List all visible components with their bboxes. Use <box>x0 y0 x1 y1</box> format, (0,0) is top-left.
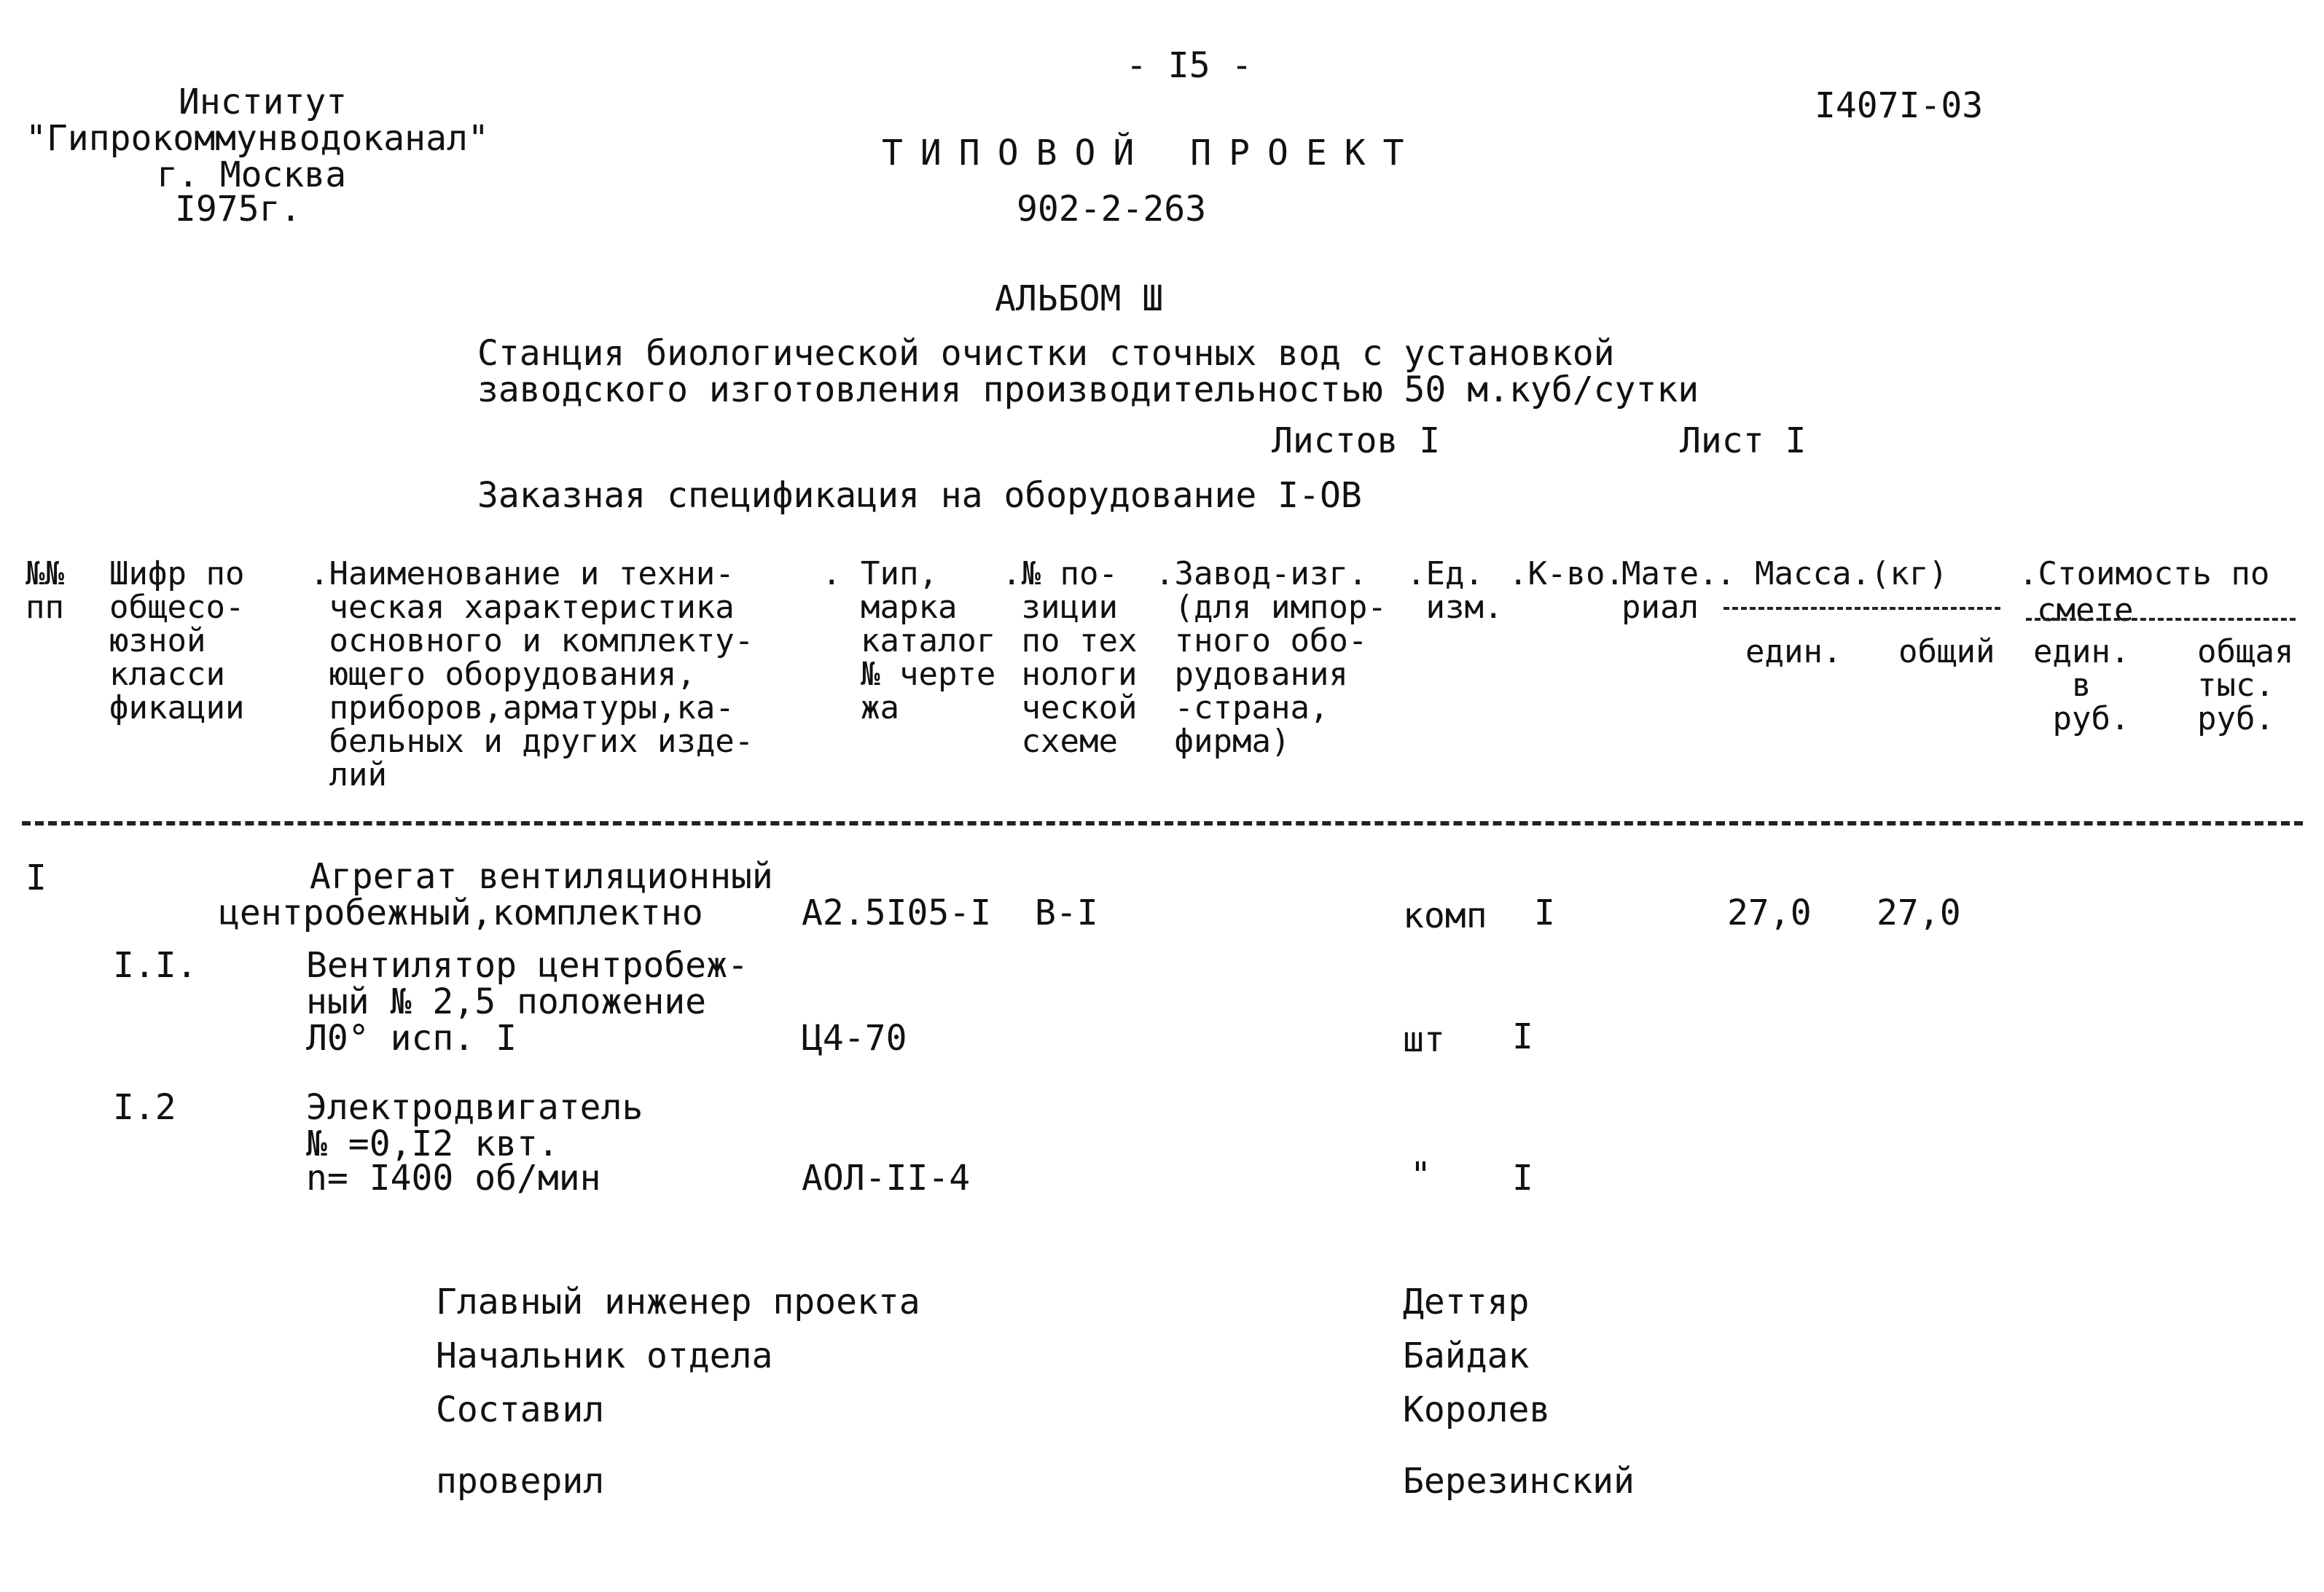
row-num: I <box>26 858 47 898</box>
row-position: В-I <box>1035 893 1098 933</box>
signature-role: проверил <box>436 1461 605 1502</box>
institute-line-2: "Гипрокоммунводоканал" <box>26 118 489 159</box>
row-type: А2.5I05-I <box>802 893 992 933</box>
col-unit: .Ед. изм. <box>1406 555 1503 626</box>
description-line-2: заводского изготовления производительностью 50 м.куб/сутки <box>477 369 1699 410</box>
signature-role: Главный инженер проекта <box>436 1282 920 1322</box>
page-number: - I5 - <box>1126 45 1253 86</box>
row-name-line: ный № 2,5 положение <box>306 981 707 1022</box>
col-cost-sub: смете <box>2037 592 2134 629</box>
spec-title: Заказная спецификация на оборудование I-ОВ <box>477 475 1362 516</box>
header-divider <box>22 821 2303 826</box>
signature-name: Березинский <box>1403 1461 1635 1502</box>
institute-line-1: Институт <box>179 82 348 122</box>
col-manufacturer: .Завод-изг. (для импор- тного обо- рудования -страна, фирма) <box>1155 555 1387 760</box>
row-quantity: I <box>1512 1158 1533 1199</box>
col-material: Мате. риал <box>1621 555 1718 626</box>
col-cost-total: общая тыс. руб. <box>2197 633 2294 737</box>
col-quantity: .К-во. <box>1509 555 1624 592</box>
col-position: .№ по- зиции по тех нологи ческой схеме <box>1002 555 1138 760</box>
row-quantity: I <box>1534 893 1555 933</box>
col-mass: . Масса.(кг) <box>1716 555 1948 592</box>
row-name-line: Л0° исп. I <box>306 1018 517 1059</box>
row-unit: комп <box>1403 895 1487 936</box>
col-cost-unit: един. в руб. <box>2033 633 2130 737</box>
album-label: АЛЬБОМ Ш <box>995 278 1164 319</box>
sheets-count: Листов I <box>1272 420 1441 461</box>
row-name-line: центробежный,комплектно <box>219 893 703 933</box>
signature-name: Королев <box>1403 1389 1551 1430</box>
col-type: . Тип, марка каталог № черте жа <box>822 555 996 726</box>
project-number: 902-2-263 <box>1017 189 1207 230</box>
col-mass-unit: един. <box>1745 633 1842 670</box>
row-unit: шт <box>1403 1019 1445 1060</box>
row-type: Ц4-70 <box>802 1018 907 1059</box>
sheet-number: Лист I <box>1680 420 1807 461</box>
signature-name: Деттяр <box>1403 1282 1530 1322</box>
row-name-line: n= I400 об/мин <box>306 1158 601 1199</box>
signature-name: Байдак <box>1403 1336 1530 1376</box>
signature-role: Составил <box>436 1389 605 1430</box>
institute-line-3: г. Москва <box>157 154 347 195</box>
institute-line-4: I975г. <box>175 189 302 230</box>
col-code: Шифр по общесо- юзной класси фикации <box>109 555 245 726</box>
row-unit: " <box>1410 1155 1431 1196</box>
signature-role: Начальник отдела <box>436 1336 773 1376</box>
row-name-line: Вентилятор центробеж- <box>306 945 748 986</box>
row-name-line: Агрегат вентиляционный <box>310 856 773 897</box>
col-name: .Наименование и техни- ческая характеристика основного и комплекту- ющего оборудования, приборов,арматуры,ка- бельных и других изде- лий <box>310 555 754 793</box>
row-mass-total: 27,0 <box>1877 893 1961 933</box>
document-code: I407I-03 <box>1815 85 1984 126</box>
row-mass-unit: 27,0 <box>1727 893 1812 933</box>
row-num: I.2 <box>113 1087 176 1128</box>
description-line-1: Станция биологической очистки сточных вод с установкой <box>477 333 1615 374</box>
row-type: АОЛ-II-4 <box>802 1158 971 1199</box>
col-mass-total: общий <box>1898 633 1995 670</box>
row-name-line: № =0,I2 квт. <box>306 1124 559 1164</box>
col-cost: .Стоимость по <box>2019 555 2270 592</box>
row-num: I.I. <box>113 945 197 986</box>
project-title: ТИПОВОЙ ПРОЕКТ <box>882 133 1422 173</box>
row-name-line: Электродвигатель <box>306 1087 643 1128</box>
row-quantity: I <box>1512 1016 1533 1057</box>
col-num: №№ пп <box>26 555 64 626</box>
